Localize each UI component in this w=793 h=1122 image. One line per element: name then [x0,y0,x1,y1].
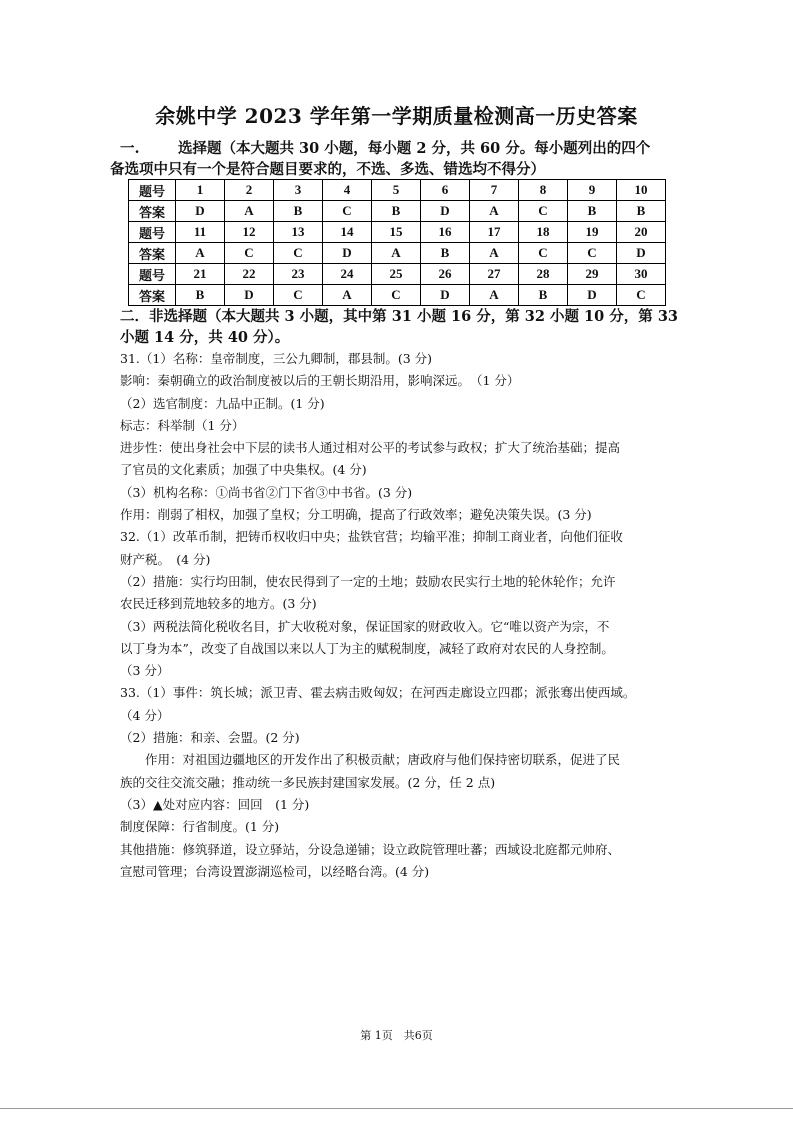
question-number-cell: 14 [323,222,372,243]
question-number-cell: 2 [225,180,274,201]
question-number-cell: 13 [274,222,323,243]
answer-cell: C [274,243,323,264]
question-number-cell: 12 [225,222,274,243]
page-title: 余姚中学 2023 学年第一学期质量检测高一历史答案 [155,104,638,128]
answer-line: （2）选官制度：九品中正制。(1 分) [120,395,325,411]
question-number-cell: 11 [176,222,225,243]
answer-cell: C [519,243,568,264]
answer-cell: D [421,201,470,222]
answer-cell: A [176,243,225,264]
answer-cell: C [617,285,666,306]
question-number-cell: 15 [372,222,421,243]
question-number-cell: 23 [274,264,323,285]
answer-cell: B [519,285,568,306]
answer-cell: C [274,285,323,306]
question-number-cell: 29 [568,264,617,285]
answer-label-cell: 答案 [129,243,176,264]
question-number-cell: 9 [568,180,617,201]
answer-cell: A [372,243,421,264]
answer-label-cell: 答案 [129,285,176,306]
question-number-cell: 16 [421,222,470,243]
answer-cell: D [176,201,225,222]
answer-line: 33.（1）事件：筑长城；派卫青、霍去病击败匈奴；在河西走廊设立四郡；派张骞出使西域。 [120,685,636,701]
answer-cell: A [470,285,519,306]
question-number-cell: 4 [323,180,372,201]
question-number-cell: 3 [274,180,323,201]
answer-cell: D [225,285,274,306]
question-number-cell: 10 [617,180,666,201]
answer-cell: A [470,201,519,222]
page-footer: 第 1页 共6页 [360,1029,433,1042]
answer-cell: A [225,201,274,222]
section-one-line-1: 选择题（本大题共 30 小题，每小题 2 分，共 60 分。每小题列出的四个 [178,140,651,157]
question-number-cell: 30 [617,264,666,285]
question-number-cell: 22 [225,264,274,285]
answer-cell: C [323,201,372,222]
question-number-cell: 24 [323,264,372,285]
question-number-cell: 8 [519,180,568,201]
answer-cell: D [421,285,470,306]
answer-cell: C [519,201,568,222]
question-number-row [129,264,666,285]
answer-line: 作用：对祖国边疆地区的开发作出了积极贡献；唐政府与他们保持密切联系，促进了民 [120,752,621,768]
bottom-rule [0,1108,793,1109]
answer-line: 影响：秦朝确立的政治制度被以后的王朝长期沿用，影响深远。 （1 分） [120,373,520,389]
answer-line: 农民迁移到荒地较多的地方。(3 分) [120,596,317,612]
answer-line: （3）机构名称：①尚书省②门下省③中书省。(3 分) [120,484,413,500]
answer-row [129,201,666,222]
question-number-cell: 7 [470,180,519,201]
question-number-cell: 26 [421,264,470,285]
answer-line: 其他措施：修筑驿道，设立驿站，分设急递铺；设立政院管理吐蕃；西域设北庭都元帅府、 [120,841,621,857]
answer-line: 以丁身为本”，改变了自战国以来以人丁为主的赋税制度，减轻了政府对农民的人身控制。 [120,640,614,656]
answer-table [128,179,666,306]
question-number-cell: 18 [519,222,568,243]
answer-line: 制度保障：行省制度。(1 分) [120,819,280,835]
answer-line: （3）两税法简化税收名目，扩大收税对象，保证国家的财政收入。它“唯以资产为宗，不 [120,618,610,634]
question-label-cell: 题号 [129,180,176,201]
question-number-row [129,180,666,201]
question-number-cell: 27 [470,264,519,285]
answer-line: （4 分） [120,707,170,723]
answer-line: 宣慰司管理；台湾设置澎湖巡检司，以经略台湾。(4 分) [120,863,430,879]
answer-cell: C [568,243,617,264]
answer-cell: D [617,243,666,264]
answer-line: 进步性：使出身社会中下层的读书人通过相对公平的考试参与政权；扩大了统治基础；提高 [120,440,621,456]
question-number-cell: 19 [568,222,617,243]
answer-line: 了官员的文化素质；加强了中央集权。(4 分) [120,462,367,478]
answer-line: 标志：科举制（1 分） [120,417,245,433]
question-number-cell: 25 [372,264,421,285]
answer-body [120,348,690,883]
answer-cell: B [568,201,617,222]
section-two-heading [120,306,680,348]
question-number-row [129,222,666,243]
answer-line: （2）措施：实行均田制，使农民得到了一定的土地；鼓励农民实行土地的轮休轮作；允许 [120,573,616,589]
answer-cell: C [225,243,274,264]
question-number-cell: 28 [519,264,568,285]
answer-cell: D [323,243,372,264]
answer-line: 32.（1）改革币制，把铸币权收归中央；盐铁官营；均输平准；抑制工商业者，向他们征收 [120,529,623,545]
answer-line: （3）▲处对应内容：回回 (1 分) [120,796,310,812]
answer-cell: D [568,285,617,306]
question-number-cell: 1 [176,180,225,201]
answer-cell: A [323,285,372,306]
section-two-line-1: 二．非选择题（本大题共 3 小题，其中第 31 小题 16 分，第 32 小题 10 分，第 33 [120,308,679,325]
question-number-cell: 6 [421,180,470,201]
answer-cell: C [372,285,421,306]
answer-cell: A [470,243,519,264]
question-number-cell: 20 [617,222,666,243]
section-one-line-2: 备选项中只有一个是符合题目要求的，不选、多选、错选均不得分） [110,161,545,178]
question-number-cell: 5 [372,180,421,201]
answer-line: 作用：削弱了相权，加强了皇权；分工明确，提高了行政效率；避免决策失误。(3 分) [120,507,592,523]
section-two-line-2: 小题 14 分，共 40 分）。 [120,329,290,346]
answer-cell: B [274,201,323,222]
answer-row [129,285,666,306]
answer-line: 31.（1）名称：皇帝制度，三公九卿制，郡县制。(3 分) [120,351,433,366]
question-label-cell: 题号 [129,264,176,285]
answer-cell: B [176,285,225,306]
answer-line: 族的交往交流交融；推动统一多民族封建国家发展。(2 分，任 2 点) [120,774,496,790]
answer-row [129,243,666,264]
section-one-heading [110,138,690,180]
answer-cell: B [421,243,470,264]
section-one-number: 一. [120,140,140,157]
answer-line: （2）措施：和亲、会盟。(2 分) [120,730,300,746]
answer-cell: B [372,201,421,222]
answer-line: 财产税。 (4 分) [120,551,211,567]
question-label-cell: 题号 [129,222,176,243]
question-number-cell: 17 [470,222,519,243]
question-number-cell: 21 [176,264,225,285]
answer-cell: B [617,201,666,222]
answer-label-cell: 答案 [129,201,176,222]
answer-line: （3 分） [120,663,170,679]
